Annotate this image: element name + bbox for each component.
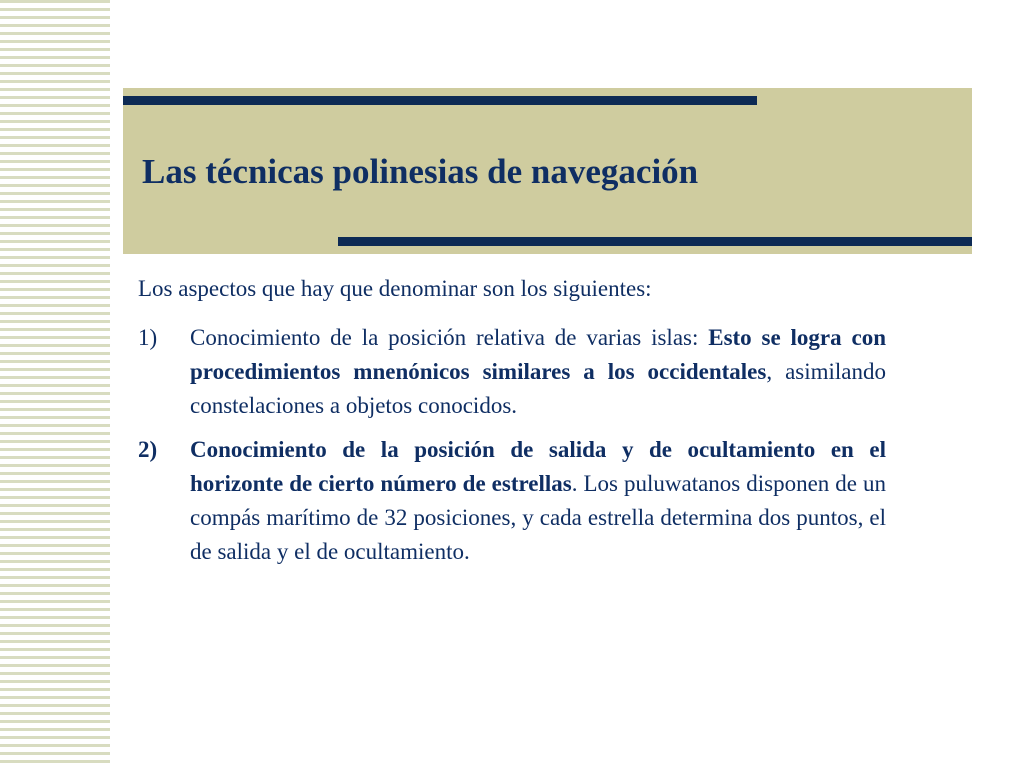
list-text bbox=[190, 321, 886, 423]
list-text-plain: . Los puluwatanos disponen de un compás marítimo de 32 posiciones, y cada estrella determina dos puntos, el de salida y el de ocultamiento. bbox=[190, 471, 886, 564]
list-item-1 bbox=[138, 321, 886, 423]
list-number: 1) bbox=[138, 325, 158, 350]
slide-title: Las técnicas polinesias de navegación bbox=[142, 152, 699, 191]
title-rule-top bbox=[123, 96, 757, 105]
list-number: 2) bbox=[138, 437, 158, 462]
slide-content bbox=[138, 272, 886, 579]
list-item-2 bbox=[138, 433, 886, 569]
title-rule-bottom bbox=[338, 237, 972, 246]
list-text-bold: Conocimiento de la posición de salida y de ocultamiento en el horizonte de cierto número de estrellas bbox=[190, 437, 886, 496]
list-text-bold: Esto se logra con procedimientos mnenónicos similares a los occidentales bbox=[190, 325, 886, 384]
decorative-stripes bbox=[0, 0, 110, 768]
list-text-plain: Conocimiento de la posición relativa de varias islas: bbox=[190, 325, 709, 350]
list-text-plain: , asimilando constelaciones a objetos conocidos. bbox=[190, 359, 887, 418]
intro-text: Los aspectos que hay que denominar son los siguientes: bbox=[138, 276, 652, 301]
list-text bbox=[190, 433, 886, 569]
